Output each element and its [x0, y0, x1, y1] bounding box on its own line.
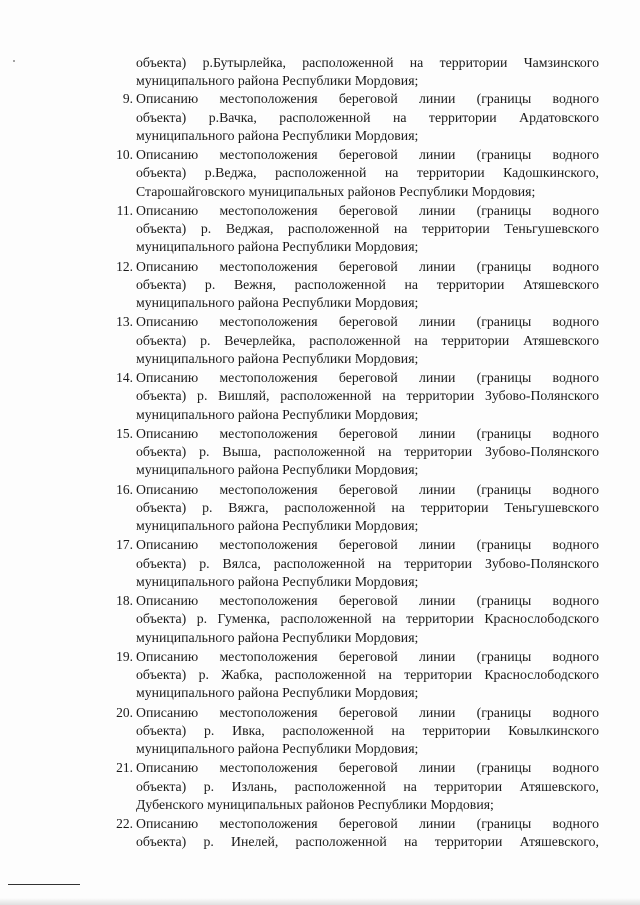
text-line: Описанию местоположения береговой линии (границы водного [136, 648, 599, 664]
text-line: муниципального района Республики Мордовия; [136, 518, 419, 533]
item-number: 17. [116, 537, 133, 553]
list-item [116, 313, 599, 368]
list-item [116, 425, 599, 480]
scan-edge [0, 898, 640, 905]
text-line: муниципального района Республики Мордовия; [136, 629, 419, 645]
text-line: объекта) р. Излань, расположенной на территории Атяшевского, [136, 778, 599, 794]
text-line: объекта) р. Жабка, расположенной на территории Краснослободского [136, 667, 599, 683]
text-line: объекта) р. Вишляй, расположенной на территории Зубово-Полянского [136, 388, 599, 404]
text-line: объекта) р.Вeджа, расположенной на территории Кадошкинского, [136, 165, 599, 181]
text-line: Описанию местоположения береговой линии (границы водного [136, 314, 599, 330]
item-number: 16. [116, 481, 133, 497]
list-item [116, 258, 599, 313]
item-number: 18. [116, 593, 133, 609]
list-item [116, 815, 599, 851]
item-number: 21. [116, 760, 133, 776]
text-line: Описанию местоположения береговой линии (границы водного [136, 425, 599, 441]
text-line: объекта) р. Гуменка, расположенной на территории Краснослободского [136, 611, 599, 627]
list-item [116, 202, 599, 257]
text-line: муниципального района Республики Мордовия; [136, 741, 419, 756]
text-line: муниципального района Республики Мордовия; [136, 127, 419, 143]
item-gap [0, 852, 640, 853]
continued-item [136, 54, 599, 90]
list-item [122, 90, 599, 145]
item-number: 19. [116, 648, 133, 664]
text-line: Описанию местоположения береговой линии (границы водного [136, 704, 599, 720]
item-number: 20. [116, 704, 133, 720]
item-number: 9. [122, 91, 133, 107]
item-number: 10. [116, 147, 133, 163]
list-item [116, 759, 599, 814]
item-number: 13. [116, 314, 133, 330]
text-line: Описанию местоположения береговой линии (границы водного [136, 593, 599, 609]
text-line: Описанию местоположения береговой линии (границы водного [136, 760, 599, 776]
text-line: муниципального района Республики Мордовия; [136, 406, 419, 422]
text-line: Описанию местоположения береговой линии (границы водного [136, 481, 599, 497]
item-number: 12. [116, 258, 133, 274]
text-line: муниципального района Республики Мордовия; [136, 295, 419, 310]
item-number: 11. [116, 202, 133, 218]
text-line: Описанию местоположения береговой линии (границы водного [136, 816, 599, 832]
text-line: объекта) р. Выша, расположенной на территории Зубово-Полянского [136, 444, 599, 460]
text-line: Описанию местоположения береговой линии (границы водного [136, 537, 599, 553]
text-line: муниципального района Республики Мордовия; [136, 462, 419, 478]
text-line: Описанию местоположения береговой линии (границы водного [136, 91, 599, 107]
footer-rule [8, 884, 80, 885]
list-item [116, 369, 599, 424]
text-line: муниципального района Республики Мордовия; [136, 573, 419, 589]
item-number: 14. [116, 370, 133, 386]
list-item [116, 536, 599, 591]
text-line: объекта) р.Бутырлейка, расположенной на территории Чамзинского [136, 55, 599, 70]
text-line: муниципального района Республики Мордовия; [136, 685, 419, 701]
list-item [116, 648, 599, 703]
text-line: Описанию местоположения береговой линии (границы водного [136, 258, 599, 274]
text-line: Дубенского муниципальных районов Республики Мордовия; [136, 796, 494, 812]
text-line: Старошайговского муниципальных районов Республики Мордовия; [136, 183, 536, 199]
text-line: муниципального района Республики Мордовия; [136, 350, 419, 366]
list-item [116, 481, 599, 536]
text-line: объекта) р. Инелей, расположенной на территории Атяшевского, [136, 834, 599, 850]
numbered-list [0, 90, 640, 852]
text-line: Описанию местоположения береговой линии (границы водного [136, 370, 599, 386]
text-line: объекта) р. Веджая, расположенной на территории Теньгушевского [136, 221, 599, 237]
text-line: объекта) р. Вечерлейка, расположенной на территории Атяшевского [136, 332, 599, 348]
item-number: 15. [116, 425, 133, 441]
list-item [116, 146, 599, 201]
text-line: Описанию местоположения береговой линии (границы водного [136, 147, 599, 163]
list-item [116, 592, 599, 647]
text-line: Описанию местоположения береговой линии (границы водного [136, 202, 599, 218]
list-item [116, 704, 599, 759]
text-line: объекта) р. Вялса, расположенной на территории Зубово-Полянского [136, 555, 599, 571]
text-line: муниципального района Республики Мордовия; [136, 73, 419, 89]
text-line: объекта) р. Вяжга, расположенной на территории Теньгушевского [136, 499, 599, 515]
text-line: муниципального района Республики Мордовия; [136, 239, 419, 255]
text-line: объекта) р. Ивка, расположенной на территории Ковылкинского [136, 722, 599, 738]
text-line: объекта) р.Вачка, расположенной на территории Ардатовского [136, 109, 599, 125]
item-number: 22. [116, 816, 133, 832]
text-line: объекта) р. Вежня, расположенной на территории Атяшевского [136, 276, 599, 292]
document-body [0, 54, 640, 853]
